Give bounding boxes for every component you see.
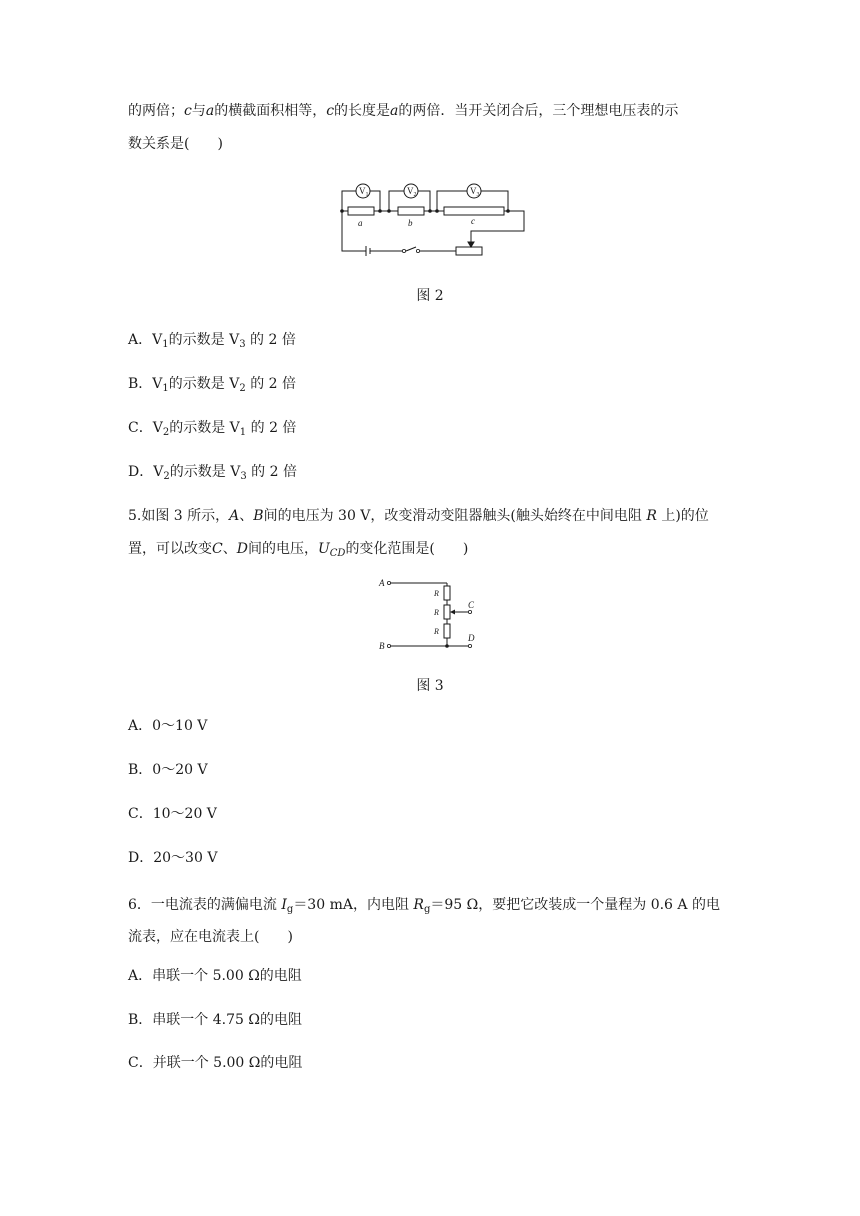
- q5-option-b[interactable]: B．0～20 V: [128, 762, 208, 778]
- q6-stem-line2: 流表，应在电流表上( ): [128, 929, 293, 945]
- fig2-label-v1: V: [359, 186, 366, 196]
- q5-stem-line1: 5.如图 3 所示，A、B间的电压为 30 V，改变滑动变阻器触头(触头始终在中间电阻 R 上)的位: [128, 508, 709, 524]
- q5-option-a[interactable]: A．0～10 V: [128, 718, 208, 734]
- fig3-label-a: A: [379, 578, 385, 588]
- q4-option-c[interactable]: C．$V_2$的示数是 $V_1$ 的 2 倍: [128, 420, 297, 438]
- q4-option-d[interactable]: D．$V_2$的示数是 $V_3$ 的 2 倍: [128, 464, 297, 482]
- q5-option-c[interactable]: C．10～20 V: [128, 806, 217, 822]
- fig3-label-r3: R: [434, 627, 439, 636]
- fig3-label-c: C: [468, 600, 475, 610]
- figure-2-caption: 图 2: [416, 288, 444, 304]
- svg-text:V3: $V_3$: [470, 186, 480, 198]
- fig2-label-v2: V: [407, 186, 414, 196]
- fig2-label-a: a: [358, 218, 363, 228]
- fig3-label-r2: R: [434, 608, 439, 617]
- q6-option-a[interactable]: A．串联一个 5.00 Ω的电阻: [128, 968, 302, 984]
- q6-option-b[interactable]: B．串联一个 4.75 Ω的电阻: [128, 1012, 302, 1028]
- q6-option-c[interactable]: C．并联一个 5.00 Ω的电阻: [128, 1055, 303, 1071]
- fig2-label-c: c: [471, 216, 475, 226]
- fig3-label-d: D: [468, 633, 475, 643]
- q5-option-d[interactable]: D．20～30 V: [128, 850, 218, 866]
- q5-stem-line2: 置，可以改变C、D间的电压，$U_{CD}$的变化范围是( ): [128, 541, 469, 559]
- q4-stem-line2: 数关系是( ): [128, 136, 223, 152]
- q4-option-a[interactable]: A．$V_1$的示数是 $V_3$ 的 2 倍: [128, 332, 296, 350]
- svg-text:V1: $V_1$: [359, 186, 369, 198]
- fig3-label-r1: R: [434, 589, 439, 598]
- figure-2-circuit: [330, 176, 530, 258]
- q6-stem-line1: 6．一电流表的满偏电流 $I_g=30$ mA，内电阻 $R_g=95$ Ω，要把它改装成一个量程为 0.6 A 的电: [128, 897, 720, 915]
- fig2-label-v3: V: [470, 186, 477, 196]
- fig3-label-b: B: [379, 641, 385, 651]
- q4-stem-line1: 的两倍；c与a的横截面积相等，c的长度是a的两倍．当开关闭合后，三个理想电压表的示: [128, 103, 679, 119]
- figure-3-circuit: [376, 574, 486, 654]
- figure-3-caption: 图 3: [416, 678, 444, 694]
- fig2-label-b: b: [408, 218, 413, 228]
- svg-text:V2: $V_2$: [407, 186, 417, 198]
- q4-option-b[interactable]: B．$V_1$的示数是 $V_2$ 的 2 倍: [128, 376, 297, 394]
